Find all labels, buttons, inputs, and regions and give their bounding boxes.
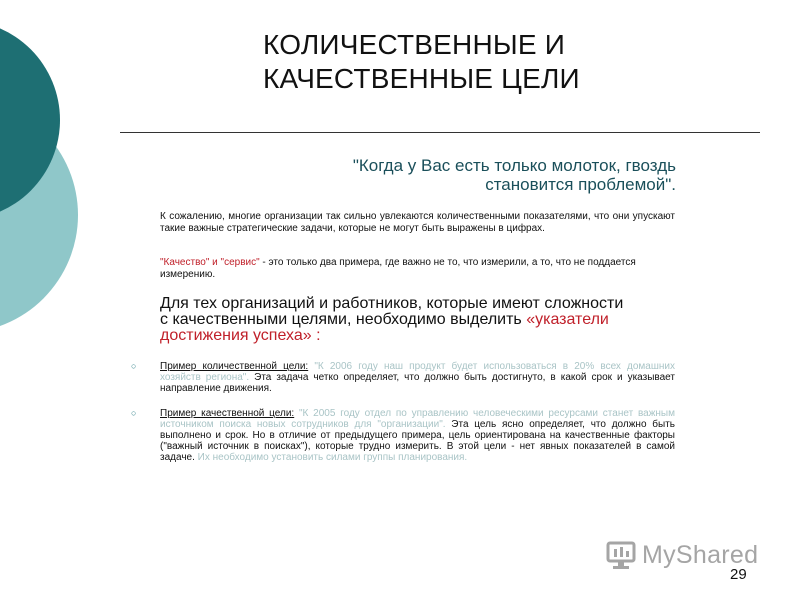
- myshared-watermark: [606, 537, 776, 573]
- quality-service-text: - это только два примера, где важно не то, что измерили, а то, что не поддается измерению.: [160, 257, 636, 280]
- success-indicators-text: Для тех организаций и работников, которые имеют сложности с качественными целями, необходимо выделить: [160, 295, 624, 328]
- slide-title: [263, 28, 763, 96]
- bullet-example: "К 2006 году наш продукт будет использоваться в 20% всех домашних хозяйств региона".: [160, 361, 676, 383]
- title-divider: [120, 132, 760, 133]
- bullet-text: Эта задача четко определяет, что должно быть достигнуто, в какой срок и указывает направление движения.: [160, 372, 675, 394]
- myshared-logo-icon: [606, 539, 638, 571]
- epigraph-quote: "Когда у Вас есть только молоток, гвоздь становится проблемой".: [352, 156, 676, 194]
- bullet-text: Эта цель ясно определяет, что должно быть выполнено и срок. Но в отличие от предыдущего примера, цель ориентирована на качественные факторы ("важный источник в поисках"), которые трудно измерить. В этой цели - нет явных показателей в самой задаче.: [160, 419, 675, 463]
- bullet-tail: Их необходимо установить силами группы планирования.: [194, 452, 468, 463]
- bullet-example: "К 2005 году отдел по управлению человеческими ресурсами станет важным источником поиска новых сотрудников для "организации".: [160, 408, 675, 430]
- quality-service-highlight: "Качество" и "сервис": [160, 257, 260, 268]
- decorative-circles: [0, 0, 120, 600]
- bullet-qualitative-example: [131, 408, 675, 463]
- watermark-text: MyShared: [642, 540, 759, 569]
- title-line-2: КАЧЕСТВЕННЫЕ ЦЕЛИ: [263, 63, 580, 94]
- bullet-quantitative-example: [131, 361, 676, 394]
- bullet-label: Пример качественной цели:: [160, 408, 295, 419]
- bullet-ring-icon: ○: [131, 361, 137, 371]
- paragraph-quality-service: [160, 257, 675, 281]
- bullet-label: Пример количественной цели:: [160, 361, 309, 372]
- paragraph-intro-text: К сожалению, многие организации так сильно увлекаются количественными показателями, что они упускают такие важные стратегические задачи, которые не могут быть выражены в цифрах.: [160, 211, 675, 234]
- page-number: 29: [730, 566, 747, 583]
- paragraph-intro: [160, 211, 675, 235]
- bullet-ring-icon: ○: [131, 408, 137, 418]
- success-indicators-highlight: «указатели достижения успеха» :: [160, 311, 609, 344]
- title-line-1: КОЛИЧЕСТВЕННЫЕ И: [263, 29, 566, 60]
- paragraph-success-indicators: [160, 296, 630, 344]
